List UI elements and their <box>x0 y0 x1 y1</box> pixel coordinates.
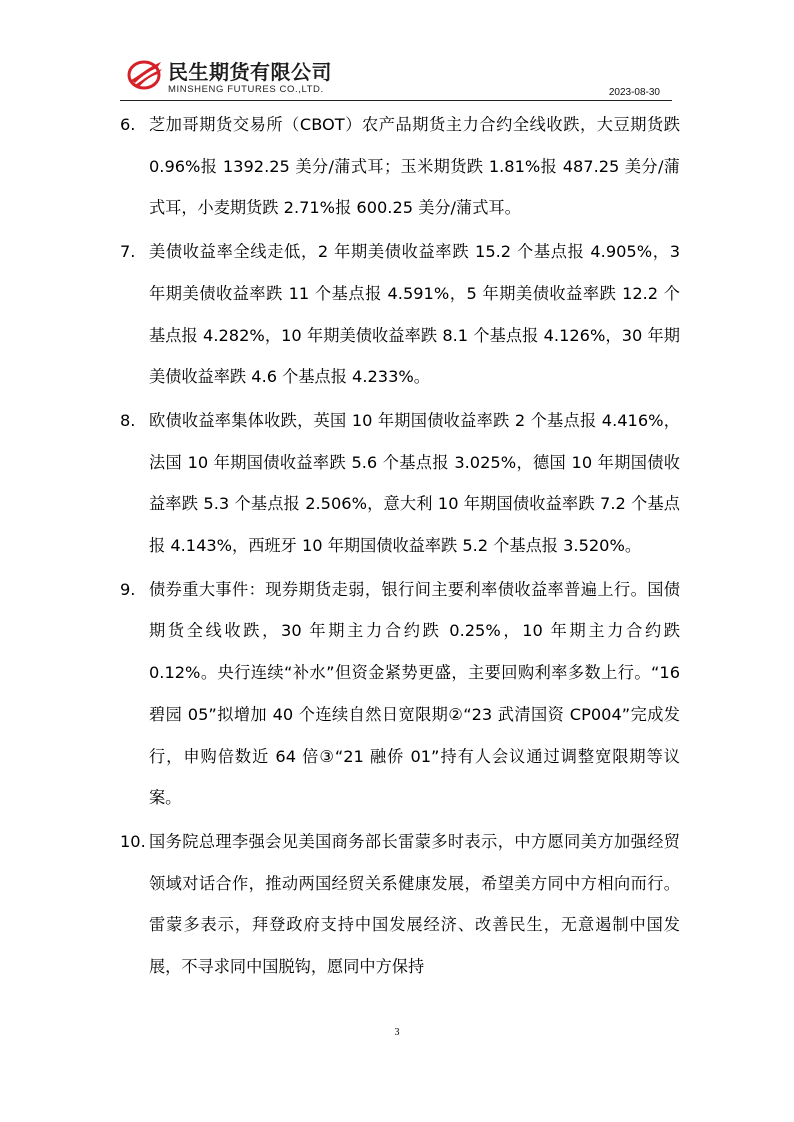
company-name-en: MINSHENG FUTURES CO.,LTD. <box>168 84 324 95</box>
item-number: 7. <box>120 242 136 262</box>
news-item <box>120 400 680 567</box>
item-number: 8. <box>120 410 136 430</box>
item-number: 6. <box>120 115 136 134</box>
page-header <box>120 52 672 102</box>
news-item <box>120 104 680 229</box>
item-text: 美债收益率全线走低，2 年期美债收益率跌 15.2 个基点报 4.905%，3 年期美债收益率跌 11 个基点报 4.591%，5 年期美债收益率跌 12.2 个基点报 4.282%，10 年期美债收益率跌 8.1 个基点报 4.126%，30 年期美债收益率跌 4.6 个基点报 4.233%。 <box>149 242 680 387</box>
report-date: 2023-08-30 <box>608 87 660 98</box>
news-item <box>120 231 680 398</box>
minsheng-logo-icon <box>127 58 163 90</box>
news-item <box>120 569 680 819</box>
header-divider <box>120 100 672 101</box>
item-number: 10. <box>120 831 146 851</box>
item-number: 9. <box>120 579 136 599</box>
item-text: 国务院总理李强会见美国商务部长雷蒙多时表示，中方愿同美方加强经贸领域对话合作，推动两国经贸关系健康发展，希望美方同中方相向而行。雷蒙多表示，拜登政府支持中国发展经济、改善民生，无意遏制中国发展，不寻求同中国脱钩，愿同中方保持 <box>149 831 680 977</box>
item-text: 欧债收益率集体收跌，英国 10 年期国债收益率跌 2 个基点报 4.416%，法国 10 年期国债收益率跌 5.6 个基点报 3.025%，德国 10 年期国债收益率跌 5.3 个基点报 2.506%，意大利 10 年期国债收益率跌 7.2 个基点报 4.143%，西班牙 10 年期国债收益率跌 5.2 个基点报 3.520%。 <box>149 410 680 556</box>
item-text: 芝加哥期货交易所（CBOT）农产品期货主力合约全线收跌，大豆期货跌 0.96%报 1392.25 美分/蒲式耳；玉米期货跌 1.81%报 487.25 美分/蒲式耳，小麦期货跌 2.71%报 600.25 美分/蒲式耳。 <box>149 115 680 218</box>
page-number: 3 <box>394 1027 400 1038</box>
company-name-cn: 民生期货有限公司 <box>168 60 332 84</box>
news-list <box>120 104 680 990</box>
item-text: 债券重大事件：现券期货走弱，银行间主要利率债收益率普遍上行。国债期货全线收跌，30 年期主力合约跌 0.25%，10 年期主力合约跌 0.12%。央行连续“补水”但资金紧势更盛，主要回购利率多数上行。“16 碧园 05”拟增加 40 个连续自然日宽限期②“23 武清国资 CP004”完成发行，申购倍数近 64 倍③“21 融侨 01”持有人会议通过调整宽限期等议案。 <box>149 579 680 808</box>
news-item <box>120 821 680 988</box>
